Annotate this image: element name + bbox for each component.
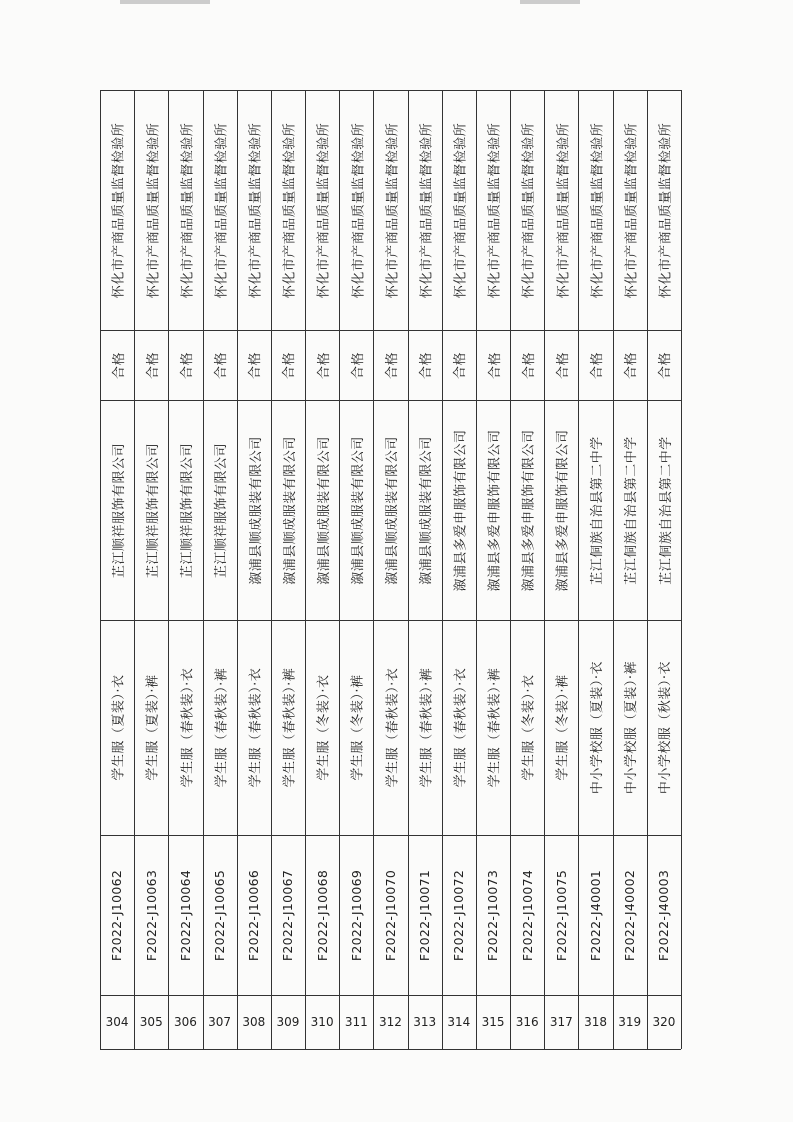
cell-company-name: [305, 400, 339, 620]
cell-result-text: 合格: [419, 351, 435, 379]
cell-inspection-agency: [408, 90, 442, 330]
cell-company-name-text: 溆浦县顺成服装有限公司: [419, 435, 435, 585]
cell-inspection-agency-text: 怀化市产商品质量监督检验所: [179, 122, 195, 298]
cell-company-name: [613, 400, 647, 620]
cell-result: [237, 330, 271, 400]
cell-result-text: 合格: [145, 351, 161, 379]
cell-inspection-agency: [613, 90, 647, 330]
cell-company-name-text: 芷江顺祥服饰有限公司: [111, 442, 127, 578]
cell-product-name: [373, 620, 407, 835]
table-row: [544, 90, 578, 1049]
cell-sample-code-text: F2022-J10071: [417, 869, 433, 961]
cell-result: [510, 330, 544, 400]
cell-inspection-agency-text: 怀化市产商品质量监督检验所: [350, 122, 366, 298]
cell-sample-code-text: F2022-J10075: [553, 869, 569, 961]
cell-inspection-agency: [271, 90, 305, 330]
cell-result: [134, 330, 168, 400]
cell-sample-code: [476, 835, 510, 995]
cell-company-name: [339, 400, 373, 620]
cell-result: [168, 330, 202, 400]
table-row: [510, 90, 544, 1049]
cell-no: [305, 995, 339, 1049]
cell-result: [203, 330, 237, 400]
cell-no: [510, 995, 544, 1049]
cell-company-name: [237, 400, 271, 620]
cell-company-name: [100, 400, 134, 620]
cell-product-name: [305, 620, 339, 835]
cell-sample-code-text: F2022-J10062: [109, 869, 125, 961]
cell-product-name: [476, 620, 510, 835]
table-row: [134, 90, 168, 1049]
cell-inspection-agency-text: 怀化市产商品质量监督检验所: [453, 122, 469, 298]
cell-inspection-agency: [134, 90, 168, 330]
table-row: [305, 90, 339, 1049]
cell-product-name: [134, 620, 168, 835]
cell-product-name-text: 学生服（春秋装）·裤: [487, 667, 503, 788]
cell-sample-code-text: F2022-J40003: [656, 869, 672, 961]
cell-product-name-text: 中小学校服（秋装）·衣: [658, 660, 674, 795]
cell-company-name-text: 芷江顺祥服饰有限公司: [214, 442, 230, 578]
cell-no-text: 309: [276, 1015, 300, 1029]
cell-company-name-text: 溆浦县顺成服装有限公司: [350, 435, 366, 585]
cell-inspection-agency-text: 怀化市产商品质量监督检验所: [111, 122, 127, 298]
cell-product-name-text: 学生服（春秋装）·裤: [419, 667, 435, 788]
cell-inspection-agency: [100, 90, 134, 330]
cell-sample-code: [613, 835, 647, 995]
cell-inspection-agency: [237, 90, 271, 330]
cell-sample-code-text: F2022-J10063: [143, 869, 159, 961]
cell-company-name-text: 芷江侗族自治县第二中学: [590, 435, 606, 585]
table-row: [442, 90, 476, 1049]
cell-sample-code: [442, 835, 476, 995]
cell-no-text: 310: [310, 1015, 334, 1029]
cell-sample-code-text: F2022-J10067: [280, 869, 296, 961]
cell-product-name-text: 学生服（春秋装）·裤: [214, 667, 230, 788]
cell-product-name-text: 学生服（夏装）·裤: [145, 674, 161, 781]
cell-inspection-agency: [203, 90, 237, 330]
cell-sample-code-text: F2022-J10074: [519, 869, 535, 961]
cell-product-name: [510, 620, 544, 835]
cell-result: [476, 330, 510, 400]
cell-product-name-text: 学生服（冬装）·衣: [316, 674, 332, 781]
cell-company-name: [271, 400, 305, 620]
cell-no-text: 315: [481, 1015, 505, 1029]
cell-no: [647, 995, 681, 1049]
cell-sample-code-text: F2022-J10066: [246, 869, 262, 961]
table-row: [647, 90, 681, 1049]
cell-inspection-agency-text: 怀化市产商品质量监督检验所: [145, 122, 161, 298]
cell-product-name: [442, 620, 476, 835]
cell-no-text: 305: [139, 1015, 163, 1029]
cell-company-name-text: 溆浦县顺成服装有限公司: [384, 435, 400, 585]
table-row: [339, 90, 373, 1049]
cell-inspection-agency: [168, 90, 202, 330]
cell-inspection-agency-text: 怀化市产商品质量监督检验所: [282, 122, 298, 298]
cell-result: [339, 330, 373, 400]
cell-result: [408, 330, 442, 400]
cell-inspection-agency-text: 怀化市产商品质量监督检验所: [248, 122, 264, 298]
cell-result: [544, 330, 578, 400]
cell-product-name-text: 学生服（春秋装）·衣: [248, 667, 264, 788]
cell-sample-code: [271, 835, 305, 995]
cell-no: [613, 995, 647, 1049]
cell-sample-code: [134, 835, 168, 995]
cell-no: [134, 995, 168, 1049]
cell-no-text: 307: [208, 1015, 232, 1029]
cell-company-name: [203, 400, 237, 620]
cell-result: [373, 330, 407, 400]
cell-product-name: [271, 620, 305, 835]
cell-inspection-agency-text: 怀化市产商品质量监督检验所: [590, 122, 606, 298]
cell-sample-code: [647, 835, 681, 995]
cell-inspection-agency: [476, 90, 510, 330]
cell-product-name: [613, 620, 647, 835]
cell-inspection-agency-text: 怀化市产商品质量监督检验所: [521, 122, 537, 298]
cell-inspection-agency: [373, 90, 407, 330]
cell-result: [271, 330, 305, 400]
cell-sample-code-text: F2022-J10064: [177, 869, 193, 961]
cell-no: [442, 995, 476, 1049]
cell-product-name: [339, 620, 373, 835]
table-row: [203, 90, 237, 1049]
cell-product-name: [203, 620, 237, 835]
cell-no: [476, 995, 510, 1049]
table-row: [237, 90, 271, 1049]
cell-product-name-text: 学生服（春秋装）·裤: [282, 667, 298, 788]
table-row: [476, 90, 510, 1049]
table-row: [271, 90, 305, 1049]
cell-product-name-text: 学生服（春秋装）·衣: [453, 667, 469, 788]
cell-company-name-text: 溆浦县多爱申服饰有限公司: [521, 428, 537, 592]
scan-artifact: [520, 0, 580, 4]
cell-sample-code-text: F2022-J40001: [588, 869, 604, 961]
cell-result-text: 合格: [350, 351, 366, 379]
cell-inspection-agency-text: 怀化市产商品质量监督检验所: [555, 122, 571, 298]
cell-no-text: 314: [447, 1015, 471, 1029]
cell-inspection-agency-text: 怀化市产商品质量监督检验所: [384, 122, 400, 298]
column-border: [100, 1049, 681, 1050]
cell-no: [237, 995, 271, 1049]
cell-result-text: 合格: [111, 351, 127, 379]
cell-sample-code: [510, 835, 544, 995]
cell-sample-code: [408, 835, 442, 995]
cell-no-text: 319: [618, 1015, 642, 1029]
cell-company-name: [168, 400, 202, 620]
cell-company-name-text: 溆浦县多爱申服饰有限公司: [487, 428, 503, 592]
cell-product-name: [578, 620, 612, 835]
cell-sample-code-text: F2022-J40002: [622, 869, 638, 961]
cell-sample-code: [544, 835, 578, 995]
cell-product-name: [100, 620, 134, 835]
cell-sample-code-text: F2022-J10072: [451, 869, 467, 961]
cell-sample-code: [237, 835, 271, 995]
cell-no-text: 308: [242, 1015, 266, 1029]
cell-product-name: [237, 620, 271, 835]
cell-inspection-agency: [578, 90, 612, 330]
cell-product-name: [647, 620, 681, 835]
cell-result: [613, 330, 647, 400]
cell-company-name-text: 溆浦县顺成服装有限公司: [316, 435, 332, 585]
cell-inspection-agency-text: 怀化市产商品质量监督检验所: [214, 122, 230, 298]
cell-sample-code: [578, 835, 612, 995]
cell-result-text: 合格: [590, 351, 606, 379]
cell-product-name-text: 学生服（春秋装）·衣: [384, 667, 400, 788]
cell-no-text: 312: [379, 1015, 402, 1029]
cell-company-name-text: 芷江侗族自治县第二中学: [624, 435, 640, 585]
cell-sample-code: [203, 835, 237, 995]
cell-no-text: 313: [413, 1015, 437, 1029]
cell-company-name: [578, 400, 612, 620]
cell-sample-code: [373, 835, 407, 995]
cell-no-text: 317: [549, 1015, 573, 1029]
cell-result-text: 合格: [487, 351, 503, 379]
table-row: [373, 90, 407, 1049]
cell-company-name: [373, 400, 407, 620]
cell-result-text: 合格: [179, 351, 195, 379]
cell-sample-code-text: F2022-J10068: [314, 869, 330, 961]
cell-company-name-text: 溆浦县多爱申服饰有限公司: [555, 428, 571, 592]
cell-inspection-agency-text: 怀化市产商品质量监督检验所: [487, 122, 503, 298]
cell-no-text: 320: [652, 1015, 676, 1029]
cell-result-text: 合格: [521, 351, 537, 379]
cell-result-text: 合格: [624, 351, 640, 379]
cell-inspection-agency-text: 怀化市产商品质量监督检验所: [624, 122, 640, 298]
cell-sample-code: [168, 835, 202, 995]
cell-company-name: [647, 400, 681, 620]
cell-product-name-text: 中小学校服（夏装）·衣: [590, 660, 606, 795]
cell-sample-code-text: F2022-J10065: [212, 869, 228, 961]
cell-inspection-agency: [544, 90, 578, 330]
cell-result-text: 合格: [282, 351, 298, 379]
cell-no-text: 316: [515, 1015, 539, 1029]
cell-result-text: 合格: [555, 351, 571, 379]
cell-company-name: [408, 400, 442, 620]
cell-no-text: 311: [344, 1015, 368, 1029]
cell-no: [203, 995, 237, 1049]
cell-result: [305, 330, 339, 400]
cell-inspection-agency: [339, 90, 373, 330]
cell-sample-code: [339, 835, 373, 995]
cell-sample-code-text: F2022-J10073: [485, 869, 501, 961]
cell-sample-code: [305, 835, 339, 995]
cell-result: [647, 330, 681, 400]
cell-no-text: 318: [584, 1015, 607, 1029]
cell-result-text: 合格: [384, 351, 400, 379]
table-row: [613, 90, 647, 1049]
cell-company-name-text: 溆浦县多爱申服饰有限公司: [453, 428, 469, 592]
cell-company-name: [544, 400, 578, 620]
cell-product-name-text: 学生服（春秋装）·衣: [179, 667, 195, 788]
cell-product-name-text: 学生服（冬装）·衣: [521, 674, 537, 781]
cell-company-name: [510, 400, 544, 620]
cell-product-name: [168, 620, 202, 835]
cell-inspection-agency: [442, 90, 476, 330]
cell-product-name-text: 中小学校服（夏装）·裤: [624, 660, 640, 795]
cell-result-text: 合格: [658, 351, 674, 379]
cell-company-name-text: 芷江顺祥服饰有限公司: [179, 442, 195, 578]
cell-inspection-agency: [647, 90, 681, 330]
table-row: [408, 90, 442, 1049]
cell-inspection-agency-text: 怀化市产商品质量监督检验所: [658, 122, 674, 298]
cell-inspection-agency-text: 怀化市产商品质量监督检验所: [316, 122, 332, 298]
cell-company-name: [476, 400, 510, 620]
cell-result-text: 合格: [453, 351, 469, 379]
table-row: [100, 90, 134, 1049]
row-border: [681, 90, 682, 1049]
cell-product-name-text: 学生服（冬装）·裤: [555, 674, 571, 781]
cell-product-name-text: 学生服（夏装）·衣: [111, 674, 127, 781]
cell-result-text: 合格: [316, 351, 332, 379]
cell-no: [544, 995, 578, 1049]
cell-company-name-text: 溆浦县顺成服装有限公司: [282, 435, 298, 585]
cell-product-name-text: 学生服（冬装）·裤: [350, 674, 366, 781]
cell-sample-code-text: F2022-J10069: [348, 869, 364, 961]
cell-inspection-agency-text: 怀化市产商品质量监督检验所: [419, 122, 435, 298]
cell-no: [339, 995, 373, 1049]
cell-no: [373, 995, 407, 1049]
cell-product-name: [544, 620, 578, 835]
table-row: [168, 90, 202, 1049]
cell-no-text: 306: [173, 1015, 197, 1029]
cell-inspection-agency: [305, 90, 339, 330]
scan-artifact: [120, 0, 210, 4]
cell-result-text: 合格: [214, 351, 230, 379]
cell-no: [578, 995, 612, 1049]
cell-company-name: [442, 400, 476, 620]
cell-no: [408, 995, 442, 1049]
cell-result-text: 合格: [248, 351, 264, 379]
cell-result: [578, 330, 612, 400]
cell-no: [271, 995, 305, 1049]
cell-company-name-text: 芷江侗族自治县第二中学: [658, 435, 674, 585]
cell-company-name-text: 芷江顺祥服饰有限公司: [145, 442, 161, 578]
cell-company-name: [134, 400, 168, 620]
cell-no: [100, 995, 134, 1049]
cell-no-text: 304: [105, 1015, 129, 1029]
cell-company-name-text: 溆浦县顺成服装有限公司: [248, 435, 264, 585]
cell-product-name: [408, 620, 442, 835]
cell-result: [100, 330, 134, 400]
cell-result: [442, 330, 476, 400]
cell-sample-code-text: F2022-J10070: [382, 869, 398, 961]
cell-inspection-agency: [510, 90, 544, 330]
cell-sample-code: [100, 835, 134, 995]
table-row: [578, 90, 612, 1049]
cell-no: [168, 995, 202, 1049]
